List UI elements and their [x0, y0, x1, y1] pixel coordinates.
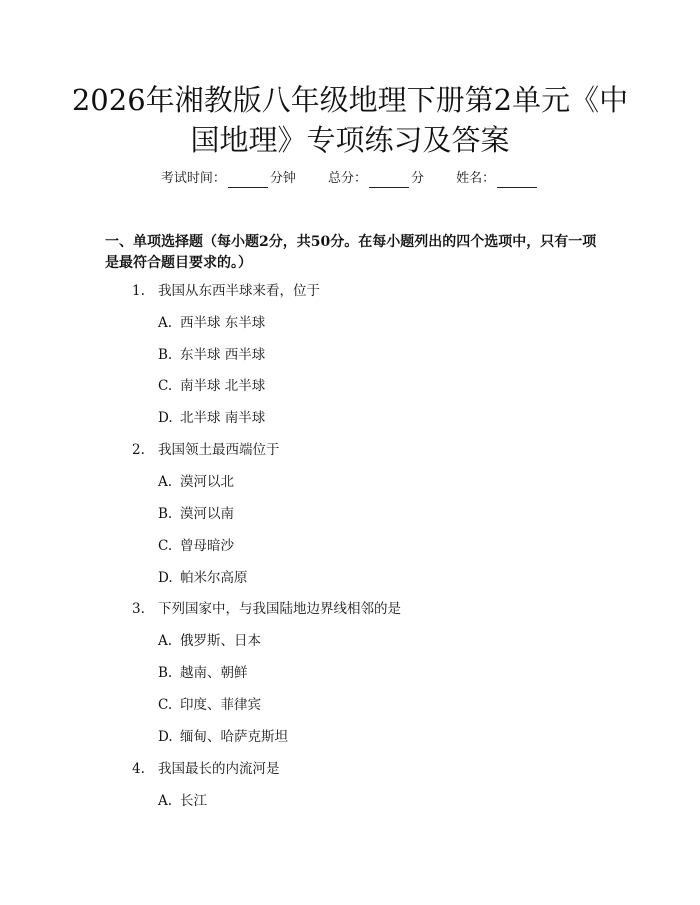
- option-text: 越南、朝鲜: [180, 665, 248, 681]
- option-b[interactable]: [158, 346, 265, 364]
- time-label: 考试时间：: [160, 171, 226, 186]
- score-blank[interactable]: [369, 187, 409, 188]
- option-d[interactable]: [158, 409, 265, 427]
- option-text: 曾母暗沙: [180, 538, 234, 554]
- question-number: 2.: [132, 442, 145, 458]
- name-label: 姓名：: [456, 171, 496, 186]
- option-letter: A.: [158, 474, 173, 490]
- option-letter: C.: [158, 538, 173, 554]
- question-number: 1.: [132, 283, 145, 299]
- option-text: 俄罗斯、日本: [180, 633, 261, 649]
- option-text: 北半球 南半球: [180, 410, 266, 426]
- option-d[interactable]: [158, 728, 288, 746]
- option-a[interactable]: [158, 473, 234, 491]
- option-c[interactable]: [158, 537, 234, 555]
- question-text: 我国从东西半球来看，位于: [158, 283, 320, 299]
- question-stem: [132, 760, 280, 778]
- option-d[interactable]: [158, 569, 248, 587]
- option-c[interactable]: [158, 377, 265, 395]
- question-number: 3.: [132, 601, 145, 617]
- option-text: 南半球 北半球: [180, 378, 266, 394]
- question-text: 下列国家中，与我国陆地边界线相邻的是: [158, 601, 401, 617]
- option-letter: B.: [158, 347, 173, 363]
- option-b[interactable]: [158, 664, 248, 682]
- score-unit: 分: [411, 171, 425, 186]
- option-text: 帕米尔高原: [180, 570, 248, 586]
- option-letter: A.: [158, 315, 173, 331]
- option-letter: B.: [158, 665, 173, 681]
- option-text: 缅甸、哈萨克斯坦: [180, 729, 288, 745]
- time-unit: 分钟: [269, 171, 296, 186]
- option-letter: D.: [158, 570, 173, 586]
- option-c[interactable]: [158, 696, 261, 714]
- document-title: 2026年湘教版八年级地理下册第2单元《中国地理》专项练习及答案: [71, 83, 629, 157]
- name-blank[interactable]: [497, 187, 537, 188]
- question-stem: [132, 282, 320, 300]
- option-letter: A.: [158, 793, 173, 809]
- option-letter: D.: [158, 410, 173, 426]
- time-blank[interactable]: [228, 187, 268, 188]
- question-text: 我国最长的内流河是: [158, 761, 280, 777]
- question-number: 4.: [132, 761, 145, 777]
- option-letter: C.: [158, 697, 173, 713]
- option-letter: D.: [158, 729, 173, 745]
- option-text: 漠河以北: [180, 474, 234, 490]
- option-text: 漠河以南: [180, 506, 234, 522]
- exam-name: [456, 171, 539, 186]
- question-stem: [132, 600, 401, 618]
- option-a[interactable]: [158, 314, 265, 332]
- exam-score: [328, 171, 424, 186]
- question-stem: [132, 441, 280, 459]
- option-letter: B.: [158, 506, 173, 522]
- option-text: 西半球 东半球: [180, 315, 266, 331]
- exam-time: [161, 171, 296, 186]
- score-label: 总分：: [327, 171, 367, 186]
- section-heading: 一、单项选择题（每小题2分，共50分。在每小题列出的四个选项中，只有一项是最符合题目要求的。）: [105, 234, 597, 271]
- exam-meta: [0, 170, 700, 188]
- option-letter: C.: [158, 378, 173, 394]
- option-text: 长江: [180, 793, 207, 809]
- option-b[interactable]: [158, 505, 234, 523]
- option-text: 印度、菲律宾: [180, 697, 261, 713]
- question-text: 我国领土最西端位于: [158, 442, 280, 458]
- option-letter: A.: [158, 633, 173, 649]
- option-a[interactable]: [158, 792, 207, 810]
- option-a[interactable]: [158, 632, 261, 650]
- option-text: 东半球 西半球: [180, 347, 266, 363]
